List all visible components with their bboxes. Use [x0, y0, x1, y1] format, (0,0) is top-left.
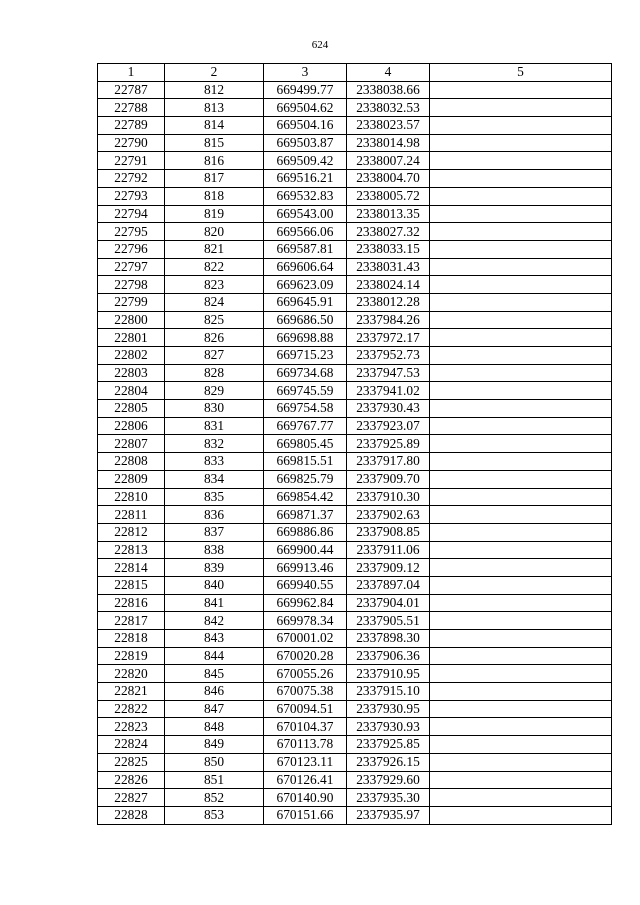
table-cell: 824 [165, 293, 264, 311]
table-row [98, 523, 612, 541]
table-cell: 669645.91 [264, 293, 347, 311]
table-cell [430, 134, 612, 152]
table-cell: 22816 [98, 594, 165, 612]
table-cell: 22828 [98, 806, 165, 824]
table-cell: 845 [165, 665, 264, 683]
column-header: 4 [347, 64, 430, 82]
table-cell: 22817 [98, 612, 165, 630]
table-cell [430, 718, 612, 736]
table-cell [430, 311, 612, 329]
table-row [98, 789, 612, 807]
table-cell: 22798 [98, 276, 165, 294]
table-row [98, 81, 612, 99]
table-row [98, 152, 612, 170]
table-cell: 813 [165, 99, 264, 117]
table-cell: 22827 [98, 789, 165, 807]
table-cell [430, 771, 612, 789]
table-cell: 2337908.85 [347, 523, 430, 541]
table-cell [430, 258, 612, 276]
table-row [98, 240, 612, 258]
table-cell: 22820 [98, 665, 165, 683]
table-cell [430, 240, 612, 258]
table-cell [430, 470, 612, 488]
table-cell: 843 [165, 630, 264, 648]
table-cell: 669886.86 [264, 523, 347, 541]
column-header: 3 [264, 64, 347, 82]
table-cell: 669566.06 [264, 223, 347, 241]
table-cell: 829 [165, 382, 264, 400]
table-cell: 820 [165, 223, 264, 241]
table-row [98, 223, 612, 241]
table-cell: 670126.41 [264, 771, 347, 789]
table-row [98, 506, 612, 524]
table-cell: 22797 [98, 258, 165, 276]
table-cell: 821 [165, 240, 264, 258]
table-cell: 22792 [98, 170, 165, 188]
table-cell: 669499.77 [264, 81, 347, 99]
page-number: 624 [311, 39, 329, 51]
table-cell: 2337917.80 [347, 453, 430, 471]
table-cell: 22825 [98, 753, 165, 771]
table-cell [430, 347, 612, 365]
table-cell: 852 [165, 789, 264, 807]
table-cell: 670075.38 [264, 683, 347, 701]
table-row [98, 435, 612, 453]
table-cell [430, 205, 612, 223]
table-cell: 850 [165, 753, 264, 771]
table-cell: 669503.87 [264, 134, 347, 152]
table-cell [430, 576, 612, 594]
table-cell: 2337909.70 [347, 470, 430, 488]
table-cell: 819 [165, 205, 264, 223]
table-cell [430, 736, 612, 754]
table-row [98, 559, 612, 577]
table-cell: 2337923.07 [347, 417, 430, 435]
table-cell: 2337947.53 [347, 364, 430, 382]
table-cell: 669532.83 [264, 187, 347, 205]
table-cell: 2337909.12 [347, 559, 430, 577]
table-cell: 22804 [98, 382, 165, 400]
table-cell [430, 506, 612, 524]
table-cell: 2337935.97 [347, 806, 430, 824]
table-cell: 669815.51 [264, 453, 347, 471]
table-row [98, 806, 612, 824]
table-cell: 669606.64 [264, 258, 347, 276]
table-cell: 2338014.98 [347, 134, 430, 152]
table-cell [430, 523, 612, 541]
table-row [98, 347, 612, 365]
table-cell: 2338038.66 [347, 81, 430, 99]
table-cell: 826 [165, 329, 264, 347]
table-row [98, 700, 612, 718]
table-row [98, 453, 612, 471]
table-row [98, 187, 612, 205]
table-cell: 846 [165, 683, 264, 701]
table-cell: 2338004.70 [347, 170, 430, 188]
table-cell: 2338031.43 [347, 258, 430, 276]
table-cell: 834 [165, 470, 264, 488]
table-cell: 669516.21 [264, 170, 347, 188]
table-cell: 831 [165, 417, 264, 435]
table-row [98, 311, 612, 329]
table-row [98, 293, 612, 311]
table-cell: 818 [165, 187, 264, 205]
table-cell: 822 [165, 258, 264, 276]
table-cell: 823 [165, 276, 264, 294]
table-cell [430, 612, 612, 630]
table-cell: 22801 [98, 329, 165, 347]
table-cell [430, 665, 612, 683]
table-cell: 669940.55 [264, 576, 347, 594]
table-cell: 2337915.10 [347, 683, 430, 701]
table-cell: 2337972.17 [347, 329, 430, 347]
table-row [98, 470, 612, 488]
table-cell: 2337898.30 [347, 630, 430, 648]
table-cell [430, 223, 612, 241]
table-cell: 2337925.85 [347, 736, 430, 754]
table-cell: 849 [165, 736, 264, 754]
table-cell: 22826 [98, 771, 165, 789]
table-cell [430, 594, 612, 612]
table-row [98, 258, 612, 276]
table-row [98, 382, 612, 400]
table-cell: 844 [165, 647, 264, 665]
table-cell: 22805 [98, 400, 165, 418]
table-cell: 851 [165, 771, 264, 789]
table-cell [430, 647, 612, 665]
table-cell [430, 382, 612, 400]
table-cell: 670140.90 [264, 789, 347, 807]
table-body [98, 81, 612, 824]
table-row [98, 576, 612, 594]
table-cell [430, 364, 612, 382]
table-cell: 22810 [98, 488, 165, 506]
table-cell: 837 [165, 523, 264, 541]
table-cell: 833 [165, 453, 264, 471]
table-cell: 853 [165, 806, 264, 824]
table-cell [430, 400, 612, 418]
table-cell: 2337952.73 [347, 347, 430, 365]
table-cell: 815 [165, 134, 264, 152]
table-cell: 669900.44 [264, 541, 347, 559]
table-cell: 2338033.15 [347, 240, 430, 258]
table-cell: 670094.51 [264, 700, 347, 718]
table-cell: 22802 [98, 347, 165, 365]
table-cell: 22822 [98, 700, 165, 718]
table-row [98, 400, 612, 418]
table-cell: 22807 [98, 435, 165, 453]
table-cell: 669805.45 [264, 435, 347, 453]
table-cell: 2337930.43 [347, 400, 430, 418]
table-cell: 2337925.89 [347, 435, 430, 453]
table-cell: 669913.46 [264, 559, 347, 577]
table-cell: 832 [165, 435, 264, 453]
table-cell: 669587.81 [264, 240, 347, 258]
table-cell [430, 417, 612, 435]
table-cell: 2337910.95 [347, 665, 430, 683]
table-cell [430, 789, 612, 807]
table-cell: 2338005.72 [347, 187, 430, 205]
table-cell: 670123.11 [264, 753, 347, 771]
table-cell [430, 99, 612, 117]
table-cell: 22796 [98, 240, 165, 258]
table-cell: 836 [165, 506, 264, 524]
table-row [98, 771, 612, 789]
table-cell: 817 [165, 170, 264, 188]
column-header: 1 [98, 64, 165, 82]
table-cell: 22790 [98, 134, 165, 152]
table-cell: 670001.02 [264, 630, 347, 648]
table-cell: 812 [165, 81, 264, 99]
table-cell: 816 [165, 152, 264, 170]
table-row [98, 612, 612, 630]
table-cell: 2337930.93 [347, 718, 430, 736]
table-cell: 814 [165, 117, 264, 135]
column-header: 2 [165, 64, 264, 82]
table-cell: 2338012.28 [347, 293, 430, 311]
table-cell: 669871.37 [264, 506, 347, 524]
table-cell: 825 [165, 311, 264, 329]
table-cell: 670151.66 [264, 806, 347, 824]
table-cell [430, 187, 612, 205]
table-row [98, 630, 612, 648]
table-cell [430, 683, 612, 701]
table-cell: 22803 [98, 364, 165, 382]
table-cell: 22789 [98, 117, 165, 135]
table-cell: 22814 [98, 559, 165, 577]
table-cell: 22791 [98, 152, 165, 170]
table-row [98, 665, 612, 683]
table-cell: 2338024.14 [347, 276, 430, 294]
table-cell: 669686.50 [264, 311, 347, 329]
table-row [98, 488, 612, 506]
table-cell: 22813 [98, 541, 165, 559]
table-row [98, 541, 612, 559]
table-cell: 835 [165, 488, 264, 506]
table-row [98, 364, 612, 382]
table-cell: 2337910.30 [347, 488, 430, 506]
table-cell [430, 117, 612, 135]
table-cell: 669715.23 [264, 347, 347, 365]
table-cell: 840 [165, 576, 264, 594]
table-cell: 22800 [98, 311, 165, 329]
table-cell: 669962.84 [264, 594, 347, 612]
table-cell: 2338013.35 [347, 205, 430, 223]
table-cell: 2337905.51 [347, 612, 430, 630]
table-cell [430, 488, 612, 506]
table-cell [430, 541, 612, 559]
table-cell: 669504.62 [264, 99, 347, 117]
table-cell: 22809 [98, 470, 165, 488]
table-cell: 22812 [98, 523, 165, 541]
table-cell: 669825.79 [264, 470, 347, 488]
table-cell: 670104.37 [264, 718, 347, 736]
table-cell [430, 293, 612, 311]
table-cell: 670113.78 [264, 736, 347, 754]
table-row [98, 276, 612, 294]
table-cell: 669854.42 [264, 488, 347, 506]
table-cell: 22823 [98, 718, 165, 736]
table-cell [430, 276, 612, 294]
table-cell [430, 453, 612, 471]
table-cell [430, 559, 612, 577]
table-cell: 2337897.04 [347, 576, 430, 594]
table-cell: 22819 [98, 647, 165, 665]
table-cell: 22806 [98, 417, 165, 435]
table-cell: 2337984.26 [347, 311, 430, 329]
table-row [98, 205, 612, 223]
table-header-row [98, 64, 612, 82]
table-cell: 669978.34 [264, 612, 347, 630]
table-cell [430, 170, 612, 188]
table-cell: 2338027.32 [347, 223, 430, 241]
table-cell: 669509.42 [264, 152, 347, 170]
table-cell: 2337941.02 [347, 382, 430, 400]
table-cell: 847 [165, 700, 264, 718]
table-cell: 2337929.60 [347, 771, 430, 789]
table-cell: 2337902.63 [347, 506, 430, 524]
table-cell: 848 [165, 718, 264, 736]
table-cell: 22818 [98, 630, 165, 648]
table-row [98, 117, 612, 135]
table-cell: 2337906.36 [347, 647, 430, 665]
table-cell: 22815 [98, 576, 165, 594]
table-cell: 827 [165, 347, 264, 365]
table-cell: 2338007.24 [347, 152, 430, 170]
table-cell: 22824 [98, 736, 165, 754]
table-cell: 2337930.95 [347, 700, 430, 718]
table-row [98, 134, 612, 152]
table-cell [430, 81, 612, 99]
table-cell: 22795 [98, 223, 165, 241]
table-cell: 22821 [98, 683, 165, 701]
table-cell: 669504.16 [264, 117, 347, 135]
table-cell: 842 [165, 612, 264, 630]
table-cell: 2338023.57 [347, 117, 430, 135]
table-cell: 669698.88 [264, 329, 347, 347]
table-cell [430, 152, 612, 170]
table-cell: 828 [165, 364, 264, 382]
table-row [98, 594, 612, 612]
table-cell: 22808 [98, 453, 165, 471]
table-cell: 669754.58 [264, 400, 347, 418]
table-cell: 830 [165, 400, 264, 418]
table-row [98, 753, 612, 771]
table-cell [430, 806, 612, 824]
table-cell [430, 435, 612, 453]
table-cell: 2338032.53 [347, 99, 430, 117]
table-row [98, 99, 612, 117]
table-cell: 838 [165, 541, 264, 559]
table-row [98, 170, 612, 188]
table-row [98, 683, 612, 701]
table-cell [430, 630, 612, 648]
table-cell: 2337926.15 [347, 753, 430, 771]
table-row [98, 736, 612, 754]
table-cell [430, 753, 612, 771]
table-cell: 841 [165, 594, 264, 612]
table-row [98, 647, 612, 665]
table-cell: 670055.26 [264, 665, 347, 683]
column-header: 5 [430, 64, 612, 82]
table-cell: 22787 [98, 81, 165, 99]
table-cell: 22811 [98, 506, 165, 524]
table-cell: 669623.09 [264, 276, 347, 294]
table-cell: 839 [165, 559, 264, 577]
table-cell: 669745.59 [264, 382, 347, 400]
table-cell [430, 700, 612, 718]
table-cell: 22794 [98, 205, 165, 223]
table-cell: 670020.28 [264, 647, 347, 665]
table-row [98, 417, 612, 435]
table-cell: 22793 [98, 187, 165, 205]
table-cell: 2337904.01 [347, 594, 430, 612]
table-cell: 22799 [98, 293, 165, 311]
table-cell: 2337911.06 [347, 541, 430, 559]
table-cell [430, 329, 612, 347]
table-cell: 669767.77 [264, 417, 347, 435]
table-cell: 669543.00 [264, 205, 347, 223]
table-cell: 2337935.30 [347, 789, 430, 807]
table-row [98, 329, 612, 347]
table-cell: 22788 [98, 99, 165, 117]
table-row [98, 718, 612, 736]
coordinates-table [97, 63, 612, 825]
table-cell: 669734.68 [264, 364, 347, 382]
